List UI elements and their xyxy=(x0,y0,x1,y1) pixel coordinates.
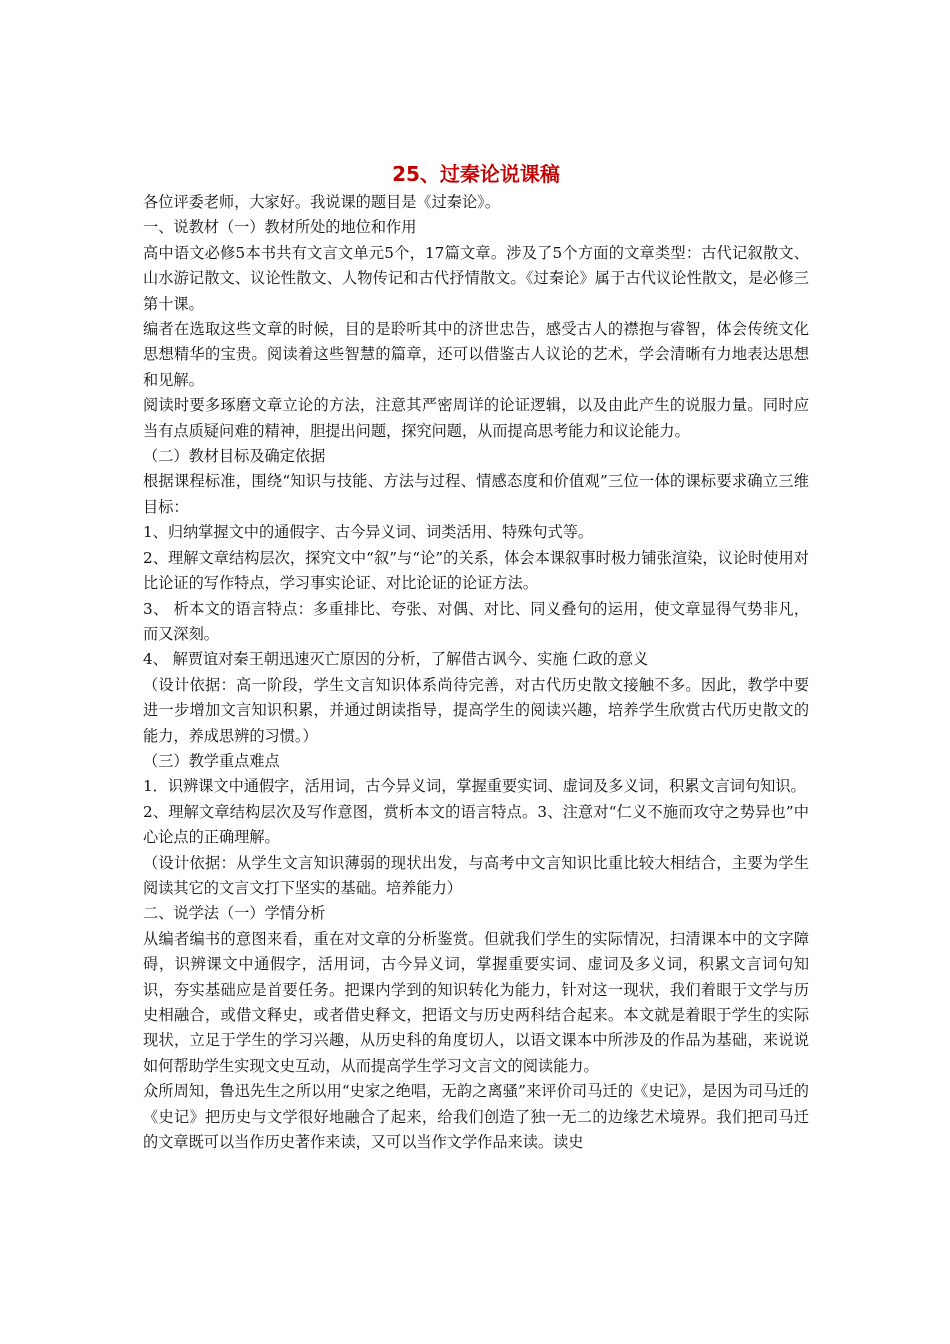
section-heading-key-points: （三）教学重点难点 xyxy=(143,751,280,770)
paragraph: 众所周知，鲁迅先生之所以用“史家之绝唱，无韵之离骚”来评价司马迁的《史记》，是因为司马迁的《史记》把历史与文学很好地融合了起来，给我们创造了独一无二的边缘艺术境界。我们把司马迁的文章既可以当作历史著作来读，又可以当作文学作品来读。读史 xyxy=(143,1082,809,1152)
paragraph: 阅读时要多琢磨文章立论的方法，注意其严密周详的论证逻辑，以及由此产生的说服力量。同时应当有点质疑问难的精神，胆提出问题，探究问题，从而提高思考能力和议论能力。 xyxy=(143,396,809,440)
list-item: 4、 解贾谊对秦王朝迅速灭亡原因的分析，了解借古讽今、实施 仁政的意义 xyxy=(143,650,649,669)
paragraph: 根据课程标准，围绕“知识与技能、方法与过程、情感态度和价值观”三位一体的课标要求确立三维目标： xyxy=(143,472,809,516)
list-item: 2、理解文章结构层次及写作意图，赏析本文的语言特点。3、注意对“仁义不施而攻守之势异也”中心论点的正确理解。 xyxy=(143,802,809,847)
document-title: 25、过秦论说课稿 xyxy=(392,162,560,186)
section-heading-teaching-material: 一、说教材（一）教材所处的地位和作用 xyxy=(143,218,417,237)
section-heading-learning-methods: 二、说学法（一）学情分析 xyxy=(143,904,326,923)
document-page xyxy=(143,158,809,1155)
list-item: 3、 析本文的语言特点：多重排比、夸张、对偶、对比、同义叠句的运用，使文章显得气势非凡，而又深刻。 xyxy=(143,599,809,643)
design-rationale-note: （设计依据：从学生文言知识薄弱的现状出发，与高考中文言知识比重比较大相结合，主要为学生阅读其它的文言文打下坚实的基础。培养能力） xyxy=(143,853,809,897)
list-item: 1、归纳掌握文中的通假字、古今异义词、词类活用、特殊句式等。 xyxy=(143,523,594,542)
list-item: 2、理解文章结构层次，探究文中“叙”与“论”的关系，体会本课叙事时极力铺张渲染，议论时使用对比论证的写作特点，学习事实论证、对比论证的论证方法。 xyxy=(143,548,809,593)
design-rationale-note: （设计依据：高一阶段，学生文言知识体系尚待完善，对古代历史散文接触不多。因此，教学中要进一步增加文言知识积累，并通过朗读指导，提高学生的阅读兴趣，培养学生欣赏古代历史散文的能力，养成思辨的习惯。） xyxy=(143,675,809,745)
paragraph-greeting: 各位评委老师，大家好。我说课的题目是《过秦论》。 xyxy=(143,193,500,211)
section-heading-goals: （二）教材目标及确定依据 xyxy=(143,447,326,466)
list-item: 1．识辨课文中通假字，活用词，古今异义词，掌握重要实词、虚词及多义词，积累文言词句知识。 xyxy=(143,777,806,796)
paragraph: 高中语文必修5本书共有文言文单元5个，17篇文章。涉及了5个方面的文章类型：古代记叙散文、山水游记散文、议论性散文、人物传记和古代抒情散文。《过秦论》属于古代议论性散文，是必修三第十课。 xyxy=(143,243,809,313)
paragraph: 编者在选取这些文章的时候，目的是聆听其中的济世忠告，感受古人的襟抱与睿智，体会传统文化思想精华的宝贵。阅读着这些智慧的篇章，还可以借鉴古人议论的艺术，学会清晰有力地表达思想和见解。 xyxy=(143,320,809,389)
paragraph: 从编者编书的意图来看，重在对文章的分析鉴赏。但就我们学生的实际情况，扫清课本中的文字障碍，识辨课文中通假字，活用词，古今异义词，掌握重要实词、虚词及多义词，积累文言词句知识，夯实基础应是首要任务。把课内学到的知识转化为能力，针对这一现状，我们着眼于文学与历史相融合，或借文释史，或者借史释文，把语文与历史两科结合起来。本文就是着眼于学生的实际现状，立足于学生的学习兴趣，从历史科的角度切人，以语文课本中所涉及的作品为基础，来说说如何帮助学生实现文史互动，从而提高学生学习文言文的阅读能力。 xyxy=(143,929,809,1075)
